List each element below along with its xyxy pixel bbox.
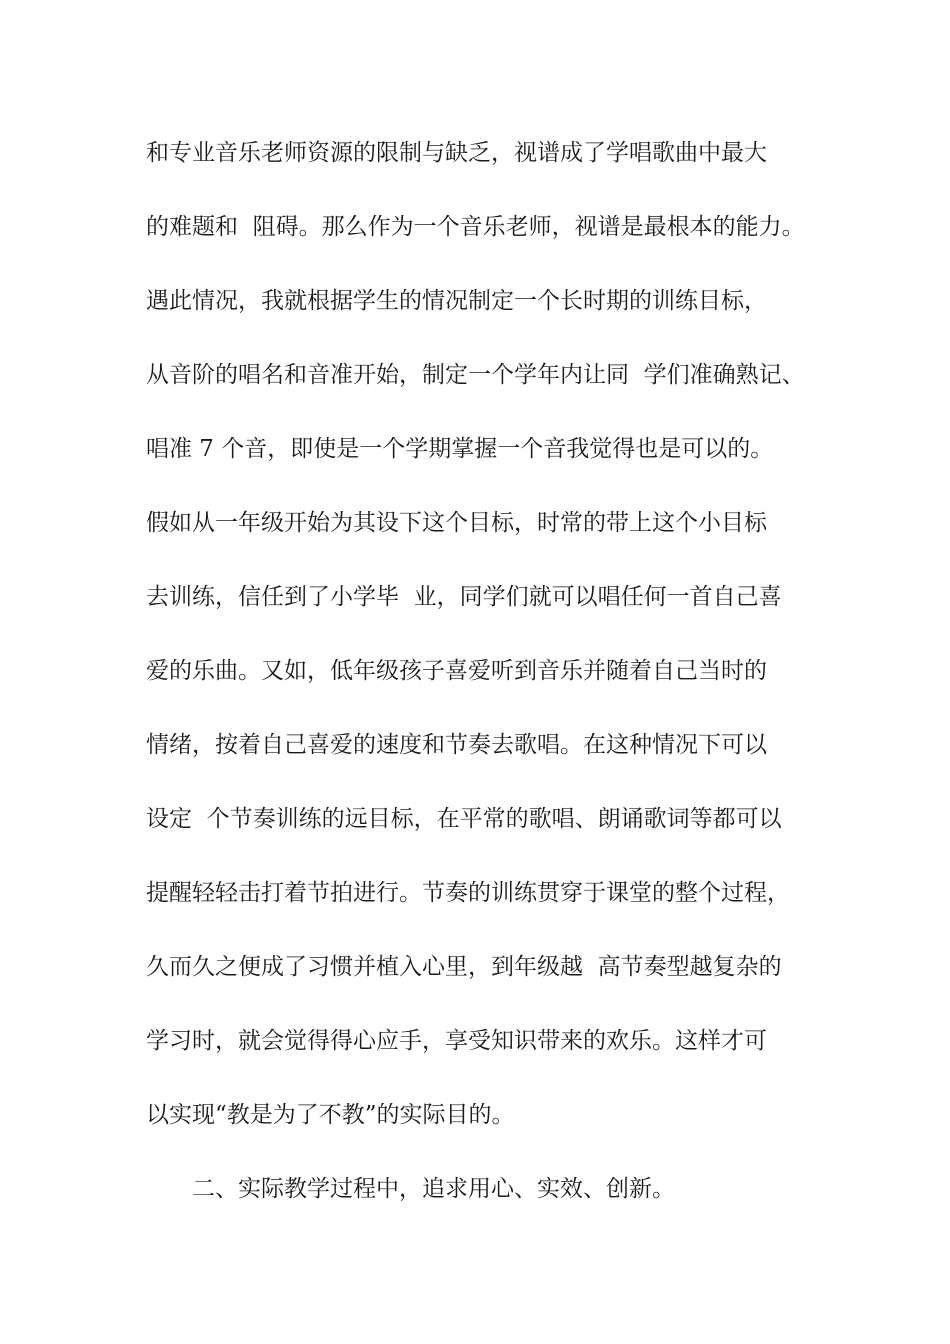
- paragraph-line: 提醒轻轻击打着节拍进行。节奏的训练贯穿于课堂的整个过程，: [146, 880, 790, 906]
- paragraph-line: 久而久之便成了习惯并植入心里，到年级越 高节奏型越复杂的: [146, 954, 782, 980]
- paragraph-line: 假如从一年级开始为其设下这个目标，时常的带上这个小目标: [146, 510, 767, 536]
- paragraph-line: 遇此情况，我就根据学生的情况制定一个长时期的训练目标，: [146, 288, 767, 314]
- paragraph-line: 设定 个节奏训练的远目标，在平常的歌唱、朗诵歌词等都可以: [146, 806, 782, 832]
- paragraph-line: 情绪，按着自己喜爱的速度和节奏去歌唱。在这种情况下可以: [146, 732, 767, 758]
- paragraph-line: 学习时，就会觉得得心应手，享受知识带来的欢乐。这样才可: [146, 1028, 767, 1054]
- paragraph-line: 唱准 7 个音，即使是一个学期掌握一个音我觉得也是可以的。: [146, 436, 774, 462]
- paragraph-line: 和专业音乐老师资源的限制与缺乏，视谱成了学唱歌曲中最大: [146, 140, 767, 166]
- paragraph-line: 以实现“教是为了不教”的实际目的。: [146, 1102, 515, 1128]
- section-heading: 二、实际教学过程中，追求用心、实效、创新。: [192, 1176, 675, 1202]
- paragraph-line: 从音阶的唱名和音准开始，制定一个学年内让同 学们准确熟记、: [146, 362, 805, 388]
- paragraph-line: 的难题和 阻碍。那么作为一个音乐老师，视谱是最根本的能力。: [146, 214, 805, 240]
- paragraph-line: 去训练，信任到了小学毕 业，同学们就可以唱任何一首自己喜: [146, 584, 782, 610]
- paragraph-line: 爱的乐曲。又如，低年级孩子喜爱听到音乐并随着自己当时的: [146, 658, 767, 684]
